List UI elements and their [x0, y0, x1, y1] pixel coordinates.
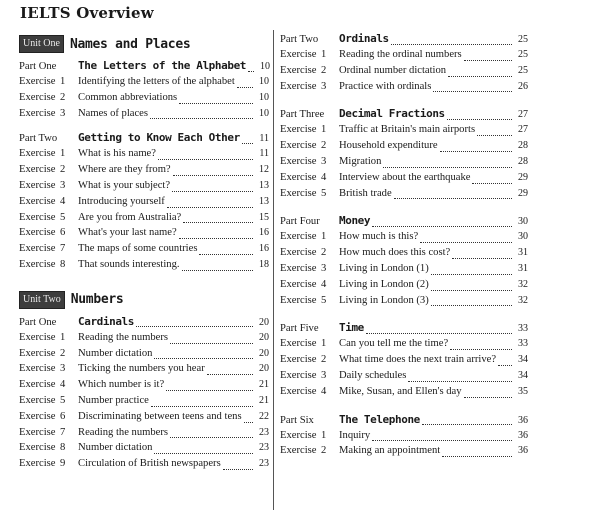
exercise-label: Exercise [19, 76, 56, 87]
page-number: 10 [259, 91, 269, 103]
leader-dots [366, 326, 512, 334]
exercise-title: That sounds interesting. [78, 258, 180, 270]
page-number: 12 [259, 164, 269, 176]
exercise-number: 1 [60, 148, 66, 160]
page-number: 22 [259, 410, 269, 422]
toc-part-row[interactable] [280, 214, 528, 231]
page-number: 25 [518, 34, 528, 45]
toc-part-block [280, 413, 528, 462]
page-number: 20 [259, 347, 269, 359]
exercise-title: Living in London (2) [339, 278, 429, 290]
leader-dots [472, 176, 512, 184]
exercise-title: Introducing yourself [78, 195, 165, 207]
leader-dots [167, 200, 253, 208]
page-number: 27 [518, 124, 528, 136]
toc-part-block [280, 214, 528, 310]
toc-part-row[interactable] [280, 107, 528, 124]
exercise-title: Reading the numbers [78, 426, 169, 438]
exercise-number: 3 [321, 262, 327, 274]
exercise-label: Exercise [280, 278, 317, 290]
exercise-title: Practice with ordinals [339, 80, 432, 92]
part-title: The Telephone [339, 412, 420, 426]
exercise-number: 3 [60, 107, 66, 119]
exercise-number: 2 [60, 347, 66, 359]
leader-dots [172, 184, 253, 192]
toc-exercise-row[interactable] [280, 81, 528, 97]
leader-dots [464, 390, 512, 398]
exercise-label: Exercise [280, 64, 317, 76]
exercise-title: Are you from Australia? [78, 211, 182, 223]
exercise-number: 5 [60, 211, 66, 223]
exercise-label: Exercise [280, 385, 317, 397]
toc-exercise-row[interactable] [19, 180, 269, 196]
exercise-number: 1 [321, 338, 327, 350]
exercise-title: Living in London (1) [339, 262, 429, 274]
toc-exercise-row[interactable] [280, 354, 528, 370]
column-divider [273, 30, 274, 510]
exercise-number: 2 [321, 445, 327, 457]
leader-dots [498, 358, 512, 366]
toc-exercise-row[interactable] [19, 92, 269, 108]
exercise-number: 1 [321, 124, 327, 136]
exercise-title: What is his name? [78, 148, 156, 160]
exercise-number: 1 [321, 49, 327, 60]
exercise-number: 6 [60, 410, 66, 422]
exercise-label: Exercise [280, 294, 317, 306]
page-number: 23 [259, 426, 269, 438]
exercise-number: 3 [60, 363, 66, 375]
leader-dots [158, 152, 253, 160]
exercise-title: Interview about the earthquake [339, 171, 471, 183]
leader-dots [150, 111, 253, 119]
exercise-title: What time does the next train arrive? [339, 354, 497, 366]
toc-exercise-row[interactable] [19, 196, 269, 212]
page-number: 36 [518, 445, 528, 457]
toc-part-row[interactable] [280, 32, 528, 49]
toc-part-block [280, 107, 528, 203]
toc-part-row[interactable] [19, 59, 269, 76]
toc-part-block [19, 315, 269, 474]
page-number: 32 [518, 294, 528, 306]
exercise-label: Exercise [280, 155, 317, 167]
exercise-title: The maps of some countries [78, 243, 198, 255]
leader-dots [207, 367, 253, 375]
exercise-number: 1 [321, 429, 327, 441]
page-number: 20 [259, 316, 269, 328]
toc-part-row[interactable] [19, 315, 269, 332]
leader-dots [431, 283, 512, 291]
toc-exercise-row[interactable] [280, 156, 528, 172]
exercise-title: Names of places [78, 107, 149, 119]
page-number: 21 [259, 394, 269, 406]
exercise-title: Number dictation [78, 347, 153, 359]
page-number: 10 [260, 61, 271, 72]
leader-dots [136, 319, 253, 327]
toc-exercise-row[interactable] [19, 442, 269, 458]
toc-exercise-row[interactable] [19, 411, 269, 427]
exercise-title: What is your subject? [78, 179, 171, 191]
leader-dots [383, 160, 512, 168]
exercise-title: Ticking the numbers you hear [78, 363, 205, 375]
leader-dots [452, 251, 512, 259]
page-number: 13 [259, 179, 269, 191]
exercise-label: Exercise [19, 379, 56, 391]
page-number: 34 [518, 369, 528, 381]
exercise-label: Exercise [19, 179, 56, 191]
exercise-title: Ordinal number dictation [339, 64, 447, 76]
exercise-label: Exercise [280, 354, 317, 366]
part-title: The Letters of the Alphabet [78, 59, 247, 72]
part-label: Part Two [280, 34, 319, 45]
page-number: 29 [518, 187, 528, 199]
exercise-number: 2 [60, 91, 66, 103]
exercise-number: 1 [60, 331, 66, 343]
exercise-title: Daily schedules [339, 369, 407, 381]
exercise-number: 3 [60, 179, 66, 191]
exercise-number: 7 [60, 426, 66, 438]
leader-dots [248, 64, 254, 72]
exercise-number: 1 [321, 231, 327, 243]
exercise-label: Exercise [19, 211, 56, 223]
exercise-number: 2 [321, 354, 327, 366]
toc-exercise-row[interactable] [280, 338, 528, 354]
exercise-title: What's your last name? [78, 227, 177, 239]
exercise-label: Exercise [19, 258, 56, 270]
exercise-label: Exercise [19, 243, 56, 255]
exercise-label: Exercise [280, 171, 317, 183]
page-number: 18 [259, 258, 269, 270]
leader-dots [433, 84, 512, 92]
toc-exercise-row[interactable] [280, 430, 528, 446]
toc-exercise-row[interactable] [19, 458, 269, 474]
leader-dots [179, 231, 253, 239]
page-number: 36 [518, 414, 528, 426]
exercise-number: 4 [321, 385, 327, 397]
part-label: Part Six [280, 414, 314, 426]
toc-exercise-row[interactable] [19, 243, 269, 259]
page-number: 26 [518, 80, 528, 92]
toc-part-block [280, 321, 528, 401]
leader-dots [179, 96, 253, 104]
page-number: 10 [259, 76, 269, 87]
exercise-label: Exercise [19, 164, 56, 176]
page-number: 16 [259, 227, 269, 239]
part-title: Cardinals [78, 314, 135, 328]
exercise-label: Exercise [19, 227, 56, 239]
exercise-label: Exercise [19, 363, 56, 375]
leader-dots [448, 69, 512, 77]
exercise-label: Exercise [19, 195, 56, 207]
page-number: 28 [518, 140, 528, 152]
part-label: Part One [19, 316, 57, 328]
exercise-label: Exercise [19, 331, 56, 343]
toc-exercise-row[interactable] [280, 172, 528, 188]
part-title: Ordinals [339, 32, 389, 45]
exercise-title: Circulation of British newspapers [78, 458, 221, 470]
page-number: 29 [518, 171, 528, 183]
exercise-label: Exercise [19, 426, 56, 438]
leader-dots [477, 128, 512, 136]
exercise-number: 3 [321, 80, 327, 92]
toc-exercise-row[interactable] [19, 427, 269, 443]
exercise-label: Exercise [280, 429, 317, 441]
exercise-number: 2 [321, 64, 327, 76]
exercise-title: Common abbreviations [78, 91, 178, 103]
exercise-number: 3 [321, 369, 327, 381]
toc-exercise-row[interactable] [19, 164, 269, 180]
exercise-title: Traffic at Britain's main airports [339, 124, 476, 136]
exercise-label: Exercise [280, 80, 317, 92]
exercise-number: 8 [60, 442, 66, 454]
exercise-number: 4 [321, 278, 327, 290]
leader-dots [166, 383, 253, 391]
leader-dots [420, 235, 512, 243]
leader-dots [391, 37, 512, 45]
leader-dots [372, 433, 512, 441]
page-title: IELTS Overview [20, 4, 154, 22]
leader-dots [244, 415, 253, 423]
toc-exercise-row[interactable] [280, 386, 528, 402]
exercise-number: 7 [60, 243, 66, 255]
unit-badge: Unit One [19, 35, 64, 53]
exercise-title: Migration [339, 155, 382, 167]
exercise-label: Exercise [19, 442, 56, 454]
exercise-label: Exercise [19, 148, 56, 160]
page-number: 31 [518, 262, 528, 274]
exercise-label: Exercise [19, 458, 56, 470]
exercise-number: 6 [60, 227, 66, 239]
exercise-label: Exercise [19, 347, 56, 359]
page-number: 16 [259, 243, 269, 255]
leader-dots [182, 263, 253, 271]
leader-dots [237, 80, 253, 88]
page-number: 32 [518, 278, 528, 290]
toc-exercise-row[interactable] [19, 227, 269, 243]
exercise-label: Exercise [280, 445, 317, 457]
leader-dots [170, 430, 253, 438]
page-number: 27 [518, 109, 528, 121]
exercise-label: Exercise [280, 49, 317, 60]
toc-exercise-row[interactable] [280, 140, 528, 156]
leader-dots [199, 247, 253, 255]
toc-exercise-row[interactable] [19, 212, 269, 228]
exercise-title: Mike, Susan, and Ellen's day [339, 385, 462, 397]
exercise-number: 2 [321, 140, 327, 152]
page-number: 20 [259, 331, 269, 343]
toc-exercise-row[interactable] [280, 231, 528, 247]
unit-title: Names and Places [69, 36, 191, 52]
exercise-title: Where are they from? [78, 164, 171, 176]
toc-exercise-row[interactable] [280, 295, 528, 311]
exercise-title: Household expenditure [339, 140, 438, 152]
exercise-number: 3 [321, 155, 327, 167]
exercise-title: Number dictation [78, 442, 153, 454]
toc-exercise-row[interactable] [19, 363, 269, 379]
exercise-title: Inquiry [339, 429, 371, 441]
part-title: Getting to Know Each Other [78, 131, 240, 145]
toc-exercise-row[interactable] [19, 259, 269, 275]
toc-part-block [19, 131, 269, 274]
page-number: 30 [518, 231, 528, 243]
toc-exercise-row[interactable] [19, 148, 269, 164]
toc-exercise-row[interactable] [280, 263, 528, 279]
page-number: 34 [518, 354, 528, 366]
exercise-title: Which number is it? [78, 379, 165, 391]
leader-dots [242, 136, 253, 144]
exercise-number: 2 [60, 164, 66, 176]
exercise-title: Discriminating between teens and tens [78, 410, 242, 422]
toc-exercise-row[interactable] [280, 188, 528, 204]
leader-dots [170, 336, 253, 344]
leader-dots [408, 374, 512, 382]
exercise-title: How much does this cost? [339, 247, 451, 259]
part-label: Part Three [280, 109, 325, 121]
exercise-number: 2 [321, 247, 327, 259]
exercise-number: 4 [321, 171, 327, 183]
exercise-title: Identifying the letters of the alphabet [78, 76, 235, 87]
leader-dots [422, 417, 512, 425]
leader-dots [183, 215, 253, 223]
part-label: Part Four [280, 216, 320, 228]
exercise-title: Number practice [78, 394, 149, 406]
exercise-label: Exercise [280, 338, 317, 350]
exercise-label: Exercise [280, 187, 317, 199]
leader-dots [151, 399, 253, 407]
toc-exercise-row[interactable] [280, 445, 528, 461]
leader-dots [431, 267, 512, 275]
part-label: Part Two [19, 133, 58, 145]
toc-exercise-row[interactable] [19, 348, 269, 364]
part-label: Part One [19, 61, 57, 72]
page-number: 13 [259, 195, 269, 207]
toc-part-block [280, 32, 528, 96]
exercise-number: 5 [60, 394, 66, 406]
part-title: Time [339, 321, 364, 335]
page-number: 35 [518, 385, 528, 397]
exercise-title: Can you tell me the time? [339, 338, 449, 350]
leader-dots [394, 191, 512, 199]
unit-badge: Unit Two [19, 291, 65, 309]
exercise-number: 4 [60, 195, 66, 207]
leader-dots [173, 168, 253, 176]
toc-exercise-row[interactable] [280, 247, 528, 263]
part-title: Money [339, 214, 371, 228]
toc-exercise-row[interactable] [280, 49, 528, 65]
exercise-number: 4 [60, 379, 66, 391]
exercise-number: 5 [321, 294, 327, 306]
leader-dots [154, 446, 253, 454]
page-number: 25 [518, 49, 528, 60]
toc-exercise-row[interactable] [19, 332, 269, 348]
exercise-title: Reading the numbers [78, 331, 169, 343]
toc-exercise-row[interactable] [19, 395, 269, 411]
toc-part-row[interactable] [19, 131, 269, 148]
exercise-title: Reading the ordinal numbers [339, 49, 462, 60]
leader-dots [464, 53, 512, 61]
page-number: 25 [518, 64, 528, 76]
toc-exercise-row[interactable] [280, 65, 528, 81]
exercise-number: 5 [321, 187, 327, 199]
toc-part-block [19, 59, 269, 123]
exercise-label: Exercise [280, 231, 317, 243]
exercise-title: British trade [339, 187, 392, 199]
leader-dots [450, 342, 512, 350]
leader-dots [447, 112, 512, 120]
exercise-title: How much is this? [339, 231, 419, 243]
toc-exercise-row[interactable] [19, 108, 269, 124]
left-column [19, 28, 269, 474]
page-number: 23 [259, 442, 269, 454]
page-number: 23 [259, 458, 269, 470]
exercise-title: Making an appointment [339, 445, 441, 457]
page-number: 33 [518, 323, 528, 335]
leader-dots [442, 449, 512, 457]
exercise-label: Exercise [19, 394, 56, 406]
exercise-label: Exercise [280, 369, 317, 381]
page-number: 36 [518, 429, 528, 441]
part-title: Decimal Fractions [339, 107, 445, 121]
exercise-number: 1 [60, 76, 66, 87]
part-label: Part Five [280, 323, 319, 335]
exercise-title: Living in London (3) [339, 294, 429, 306]
leader-dots [372, 219, 512, 227]
exercise-number: 8 [60, 258, 66, 270]
page-number: 21 [259, 379, 269, 391]
leader-dots [154, 351, 253, 359]
page-number: 15 [259, 211, 269, 223]
exercise-label: Exercise [280, 247, 317, 259]
leader-dots [440, 144, 512, 152]
exercise-number: 9 [60, 458, 66, 470]
unit-title: Numbers [70, 292, 124, 308]
toc-exercise-row[interactable] [280, 370, 528, 386]
toc-exercise-row[interactable] [280, 279, 528, 295]
exercise-label: Exercise [19, 107, 56, 119]
toc-exercise-row[interactable] [19, 76, 269, 92]
leader-dots [431, 298, 512, 306]
leader-dots [223, 462, 253, 470]
page-number: 33 [518, 338, 528, 350]
page-number: 28 [518, 155, 528, 167]
page-number: 31 [518, 247, 528, 259]
page-number: 11 [259, 133, 269, 145]
unit-heading [19, 33, 269, 55]
page-number: 11 [259, 148, 269, 160]
right-column [280, 28, 528, 461]
page-number: 20 [259, 363, 269, 375]
exercise-label: Exercise [280, 262, 317, 274]
page-number: 10 [259, 107, 269, 119]
exercise-label: Exercise [280, 124, 317, 136]
exercise-label: Exercise [280, 140, 317, 152]
toc-exercise-row[interactable] [280, 124, 528, 140]
toc-part-row[interactable] [280, 321, 528, 338]
exercise-label: Exercise [19, 91, 56, 103]
unit-heading [19, 289, 269, 311]
exercise-label: Exercise [19, 410, 56, 422]
page-number: 30 [518, 216, 528, 228]
toc-exercise-row[interactable] [19, 379, 269, 395]
toc-part-row[interactable] [280, 413, 528, 430]
